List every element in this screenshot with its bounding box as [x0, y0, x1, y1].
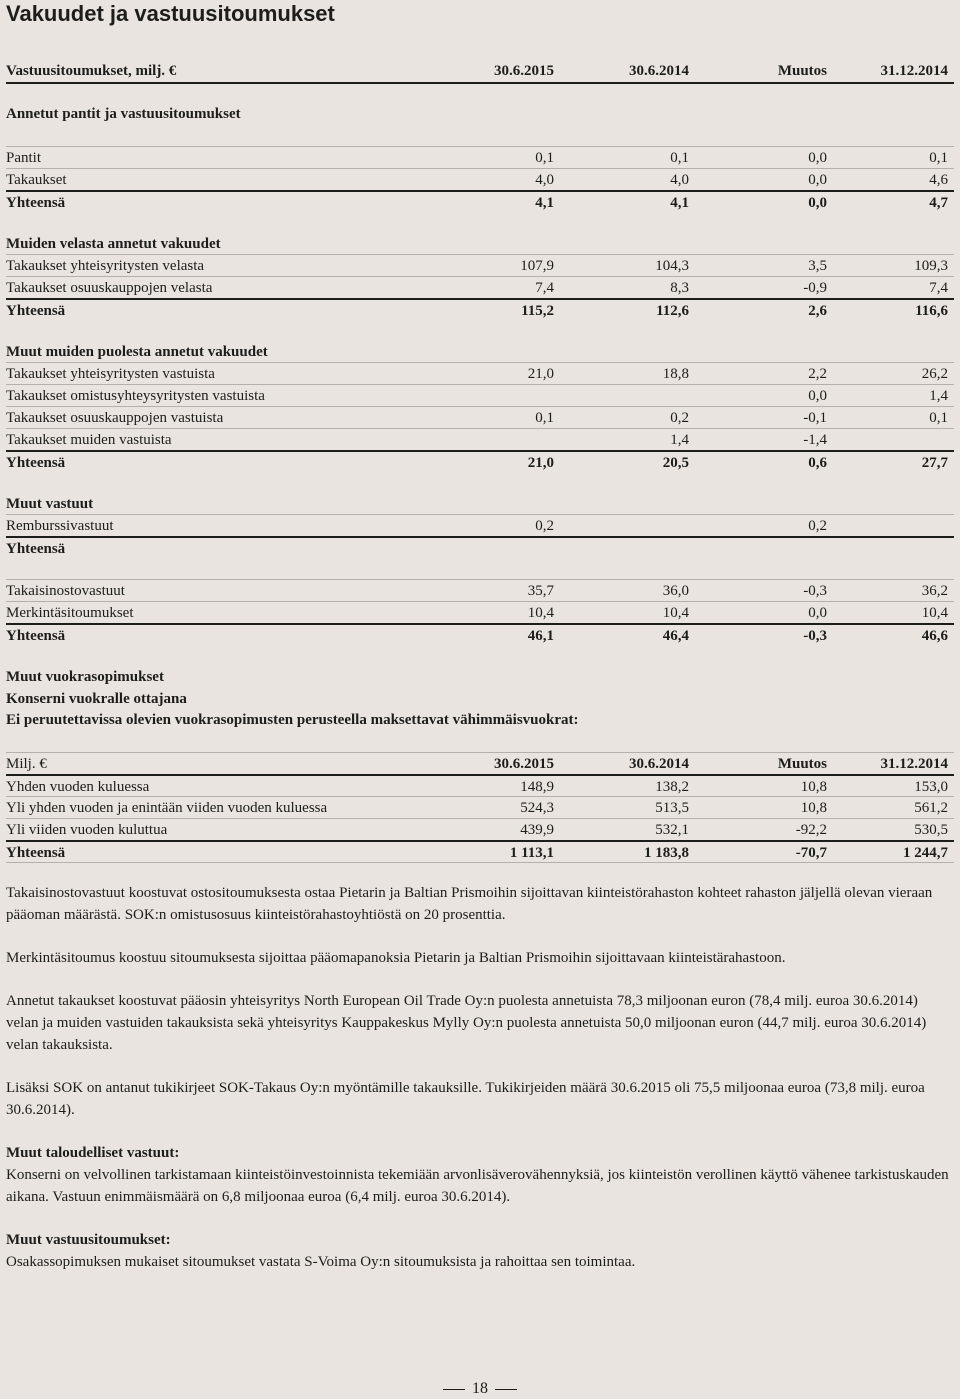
cell: 7,4	[929, 280, 948, 296]
header-col-2014: 30.6.2014	[629, 63, 689, 79]
table-row	[6, 276, 954, 298]
section-heading	[6, 666, 954, 688]
cell: 10,4	[662, 605, 689, 621]
table-row	[6, 406, 954, 428]
cell: 21,0	[527, 366, 554, 382]
section-heading-text: Muut vuokrasopimukset	[6, 669, 164, 685]
total-row	[6, 450, 954, 472]
section-heading	[6, 341, 954, 363]
cell: 36,2	[921, 583, 948, 599]
cell: -0,3	[803, 583, 827, 599]
section-subheading-text: Ei peruutettavissa olevien vuokrasopimusten perusteella maksettavat vähimmäisvuokrat:	[6, 712, 579, 728]
cell: 0,1	[929, 150, 948, 166]
row-label: Yli yhden vuoden ja enintään viiden vuoden kuluessa	[6, 800, 328, 816]
row-label: Takaukset omistusyhteysyritysten vastuista	[6, 388, 265, 404]
cell: 1,4	[670, 432, 689, 448]
section-heading-text: Muut vastuut	[6, 496, 94, 512]
note-heading: Muut taloudelliset vastuut:	[6, 1145, 180, 1161]
row-label: Pantit	[6, 150, 42, 166]
cell: 0,0	[808, 388, 827, 404]
cell: 561,2	[914, 800, 948, 816]
cell: 10,4	[527, 605, 554, 621]
total-row	[6, 840, 954, 862]
row-label: Takaukset osuuskauppojen vastuista	[6, 410, 224, 426]
section-subheading	[6, 688, 954, 710]
table-header	[6, 60, 954, 82]
cell: -0,9	[803, 280, 827, 296]
cell: 0,6	[808, 455, 827, 471]
header-col-dec-2014: 31.12.2014	[880, 756, 948, 772]
section-subheading-text: Konserni vuokralle ottajana	[6, 691, 187, 707]
cell: 36,0	[662, 583, 689, 599]
cell: 0,2	[670, 410, 689, 426]
row-label: Yhteensä	[6, 628, 66, 644]
cell: 0,1	[929, 410, 948, 426]
row-label: Takaukset	[6, 172, 67, 188]
cell: 0,1	[535, 150, 554, 166]
header-label: Milj. €	[6, 756, 47, 772]
note-paragraph: Lisäksi SOK on antanut tukikirjeet SOK-Takaus Oy:n myöntämille takauksille. Tukikirjeiden määrä 30.6.2015 oli 75,5 miljoonaa euroa (73,8 milj. euroa 30.6.2014).	[6, 1080, 925, 1118]
section-subheading	[6, 709, 954, 731]
cell: 0,2	[808, 518, 827, 534]
cell: 2,2	[808, 366, 827, 382]
cell: 0,1	[535, 410, 554, 426]
section-heading	[6, 103, 954, 125]
cell: -92,2	[795, 822, 827, 838]
cell: 0,0	[808, 605, 827, 621]
cell: 10,8	[800, 800, 827, 816]
cell: -1,4	[803, 432, 827, 448]
cell: 0,1	[670, 150, 689, 166]
cell: 20,5	[662, 455, 689, 471]
row-label: Yhteensä	[6, 195, 66, 211]
header-col-2015: 30.6.2015	[494, 756, 554, 772]
note-paragraph: Osakassopimuksen mukaiset sitoumukset vastata S-Voima Oy:n sitoumuksista ja rahoittaa sen toimintaa.	[6, 1254, 636, 1270]
cell: 148,9	[520, 779, 554, 795]
dash-left	[443, 1389, 465, 1390]
row-label: Takaisinostovastuut	[6, 583, 125, 599]
note-heading: Muut vastuusitoumukset:	[6, 1232, 171, 1248]
row-label: Yhden vuoden kuluessa	[6, 779, 150, 795]
header-rule	[6, 82, 954, 84]
row-label: Yhteensä	[6, 455, 66, 471]
cell: 4,1	[670, 195, 689, 211]
total-row	[6, 298, 954, 320]
table-row	[6, 362, 954, 384]
table-row	[6, 146, 954, 168]
cell: 532,1	[655, 822, 689, 838]
cell: 109,3	[914, 258, 948, 274]
table-row	[6, 601, 954, 623]
cell: 2,6	[808, 303, 827, 319]
section-heading	[6, 493, 954, 515]
cell: 104,3	[655, 258, 689, 274]
table-row	[6, 514, 954, 536]
row-label: Takaukset yhteisyritysten velasta	[6, 258, 205, 274]
header-label: Vastuusitoumukset, milj. €	[6, 63, 177, 79]
table-row	[6, 168, 954, 190]
table-row	[6, 428, 954, 450]
cell: 0,0	[808, 195, 827, 211]
row-label: Yhteensä	[6, 845, 66, 861]
cell: 46,6	[921, 628, 948, 644]
table-row	[6, 579, 954, 601]
row-label: Yhteensä	[6, 541, 66, 557]
cell: 1 183,8	[644, 845, 689, 861]
cell: 26,2	[921, 366, 948, 382]
section-heading-text: Muut muiden puolesta annetut vakuudet	[6, 344, 268, 360]
cell: 138,2	[655, 779, 689, 795]
total-rule	[6, 862, 954, 863]
table-row	[6, 774, 954, 796]
cell: 1,4	[929, 388, 948, 404]
row-label: Yli viiden vuoden kuluttua	[6, 822, 168, 838]
lease-table-header	[6, 752, 954, 774]
cell: 0,2	[535, 518, 554, 534]
cell: 46,1	[527, 628, 554, 644]
cell: 8,3	[670, 280, 689, 296]
cell: 439,9	[520, 822, 554, 838]
table-row	[6, 384, 954, 406]
cell: 46,4	[662, 628, 689, 644]
cell: 18,8	[662, 366, 689, 382]
cell: 3,5	[808, 258, 827, 274]
cell: 107,9	[520, 258, 554, 274]
page-title: Vakuudet ja vastuusitoumukset	[6, 1, 335, 26]
note-paragraph: Annetut takaukset koostuvat pääosin yhteisyritys North European Oil Trade Oy:n puolesta annetuista 78,3 miljoonan euron (78,4 milj. euroa 30.6.2014) velan ja muiden vastuiden takauksista sekä yhteisyritys Kauppakeskus Mylly Oy:n puolesta annetuista 50,0 miljoonan euron (44,7 milj. euroa 30.6.2014) velan takauksista.	[6, 993, 927, 1053]
cell: 530,5	[914, 822, 948, 838]
note-paragraph: Konserni on velvollinen tarkistamaan kiinteistöinvestoinnista tekemiään arvonlisäverovähennyksiä, jos kiinteistön verollinen käyttö vähenee tarkistuskauden aikana. Vastuun enimmäismäärä on 6,8 miljoonaa euroa (6,4 milj. euroa 30.6.2014).	[6, 1167, 949, 1205]
row-label: Takaukset yhteisyritysten vastuista	[6, 366, 215, 382]
header-col-change: Muutos	[777, 63, 827, 79]
cell: 153,0	[914, 779, 948, 795]
table-row	[6, 796, 954, 818]
total-row	[6, 190, 954, 212]
cell: 513,5	[655, 800, 689, 816]
page-number	[0, 1380, 960, 1398]
cell: 116,6	[915, 303, 948, 319]
cell: 1 113,1	[509, 845, 554, 861]
section-heading-text: Annetut pantit ja vastuusitoumukset	[6, 106, 241, 122]
cell: -0,1	[803, 410, 827, 426]
cell: 27,7	[921, 455, 948, 471]
cell: 4,0	[535, 172, 554, 188]
cell: 4,7	[929, 195, 948, 211]
cell: 4,6	[929, 172, 948, 188]
total-row	[6, 623, 954, 645]
table-row	[6, 254, 954, 276]
cell: 4,0	[670, 172, 689, 188]
row-label: Merkintäsitoumukset	[6, 605, 134, 621]
header-col-dec-2014: 31.12.2014	[880, 63, 948, 79]
cell: 7,4	[535, 280, 554, 296]
cell: 0,0	[808, 150, 827, 166]
cell: 0,0	[808, 172, 827, 188]
note-paragraph: Takaisinostovastuut koostuvat ostositoumuksesta ostaa Pietarin ja Baltian Prismoihin sijoittavan kiinteistörahaston kohteet rahaston jäljellä olevan vieraan pääoman määrästä. SOK:n omistusosuus kiinteistörahastoyhtiöstä on 20 prosenttia.	[6, 885, 933, 923]
note-paragraph: Merkintäsitoumus koostuu sitoumuksesta sijoittaa pääomapanoksia Pietarin ja Baltian Prismoihin sijoittavaan kiinteistärahastoon.	[6, 950, 786, 966]
header-col-2015: 30.6.2015	[494, 63, 554, 79]
row-label: Yhteensä	[6, 303, 66, 319]
cell: 112,6	[656, 303, 689, 319]
cell: 524,3	[520, 800, 554, 816]
header-col-change: Muutos	[777, 756, 827, 772]
cell: 115,2	[521, 303, 554, 319]
page-number-text: 18	[472, 1380, 488, 1397]
section-heading-text: Muiden velasta annetut vakuudet	[6, 236, 221, 252]
cell: -70,7	[795, 845, 827, 861]
cell: 4,1	[535, 195, 554, 211]
section-heading	[6, 233, 954, 255]
dash-right	[495, 1389, 517, 1390]
cell: -0,3	[803, 628, 827, 644]
table-row	[6, 818, 954, 840]
header-col-2014: 30.6.2014	[629, 756, 689, 772]
row-label: Takaukset osuuskauppojen velasta	[6, 280, 213, 296]
cell: 35,7	[527, 583, 554, 599]
cell: 21,0	[527, 455, 554, 471]
row-label: Takaukset muiden vastuista	[6, 432, 172, 448]
cell: 10,4	[921, 605, 948, 621]
cell: 1 244,7	[903, 845, 948, 861]
cell: 10,8	[800, 779, 827, 795]
total-row	[6, 536, 954, 558]
row-label: Remburssivastuut	[6, 518, 114, 534]
